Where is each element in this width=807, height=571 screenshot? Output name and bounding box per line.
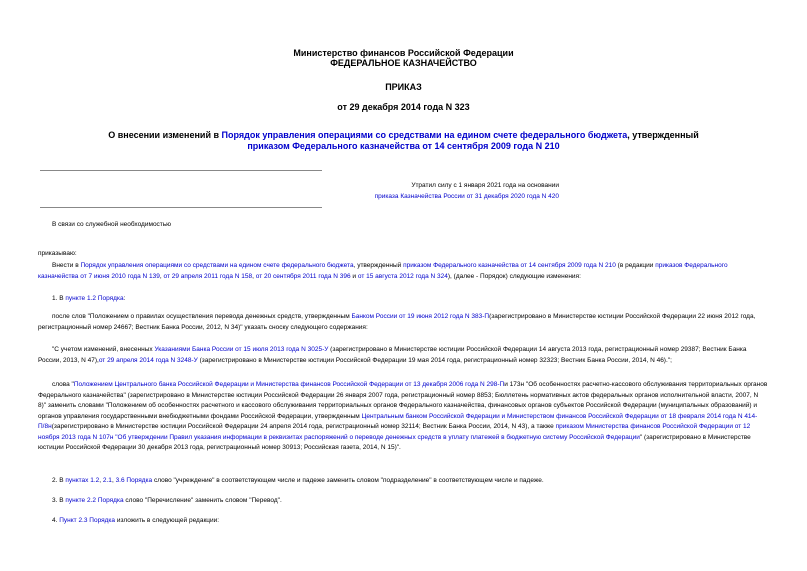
title-prefix: О внесении изменений в	[108, 130, 222, 140]
paragraph-item-3	[38, 496, 768, 507]
divider-bottom	[40, 207, 322, 208]
link-bank-383[interactable]: Банком России от 19 июня 2012 года N 383-П	[351, 313, 490, 320]
paragraph-words-replace	[38, 380, 768, 454]
text: :	[123, 295, 126, 302]
title-middle: , утвержденный	[627, 130, 699, 140]
text: ,	[252, 272, 256, 280]
text: (зарегистрировано в Министерстве юстиции Российской Федерации 19 мая 2014 года, регистрационный номер 32323; Вестник Банка России, 2014, N 46).";	[197, 356, 672, 364]
link-regulation-298[interactable]: Положением Центрального банка Российской Федерации и Министерства финансов Российской Федерации от 13 декабря 2006 года N 298-П	[73, 381, 505, 388]
validity-note-link[interactable]: приказа Казначейства России от 31 декабря 2020 года N 420	[374, 193, 559, 200]
text: слова "	[52, 381, 74, 388]
link-item-3-6[interactable]: 3.6 Порядка	[115, 477, 153, 484]
text: ,	[159, 272, 164, 280]
paragraph-footnote-intro	[38, 312, 768, 333]
text: после слов "Положением о правилах осуществления перевода денежных средств, утвержденным	[52, 313, 352, 320]
link-item-1-2[interactable]: пункте 1.2 Порядка	[65, 295, 124, 302]
paragraph-item-2	[38, 476, 768, 487]
link-bank-3248[interactable]: от 29 апреля 2014 года N 3248-У	[98, 356, 198, 364]
text: (в редакции	[615, 262, 656, 269]
text: ), (далее - Порядок) следующие изменения:	[447, 272, 581, 280]
title-link-procedure[interactable]: Порядок управления операциями со средствами на едином счете федерального бюджета	[221, 130, 628, 140]
text: 1. В	[52, 295, 66, 302]
text: , утвержденный	[353, 262, 404, 269]
text: (зарегистрировано в Министерстве юстиции Российской Федерации 24 апреля 2014 года, регистрационный номер 32114; Вестник Банка России, 2014, N 43), а также	[51, 423, 556, 430]
text: и	[350, 272, 358, 280]
text: Внести в	[52, 262, 81, 269]
text: ,	[111, 477, 116, 484]
link-item-1-2b[interactable]: пунктах 1.2	[65, 477, 100, 484]
divider-top	[40, 170, 322, 171]
text: ,	[99, 477, 103, 484]
link-order-396[interactable]: от 20 сентября 2011 года N 396	[255, 272, 351, 280]
paragraph-amendment	[38, 261, 768, 282]
link-order-139[interactable]: приказов Федерального казначейства от 7 июня 2010 года N 139	[38, 262, 728, 280]
text: " (зарегистрировано в Министерстве юстиции Российской Федерации 30 декабря 2013 года, регистрационный номер 30913; Российская газета, 2014, N 15)".	[38, 433, 751, 451]
text: слово "учреждение" в соответствующем числе и падеже заменить словом "подразделение" в соответствующем числе и падеже.	[152, 477, 544, 484]
document-title	[100, 130, 707, 152]
link-order-210[interactable]: приказом Федерального казначейства от 14 сентября 2009 года N 210	[403, 262, 616, 269]
link-regulation-414[interactable]: Центральным банком Российской Федерации и Министерством финансов Российской Федерации от 18 февраля 2014 года N 414-П/8н	[38, 412, 758, 430]
text: "С учетом изменений, внесенных	[52, 346, 155, 353]
link-item-2-1[interactable]: 2.1	[102, 477, 112, 484]
link-procedure[interactable]: Порядок управления операциями со средствами на едином счете федерального бюджета	[80, 262, 354, 269]
validity-note-text: Утратил силу с 1 января 2021 года на основании	[411, 182, 559, 189]
agency-heading: ФЕДЕРАЛЬНОЕ КАЗНАЧЕЙСТВО	[330, 58, 477, 68]
link-item-2-2[interactable]: пункте 2.2 Порядка	[65, 497, 124, 504]
text: и 173н "Об особенностях расчетно-кассового обслуживания территориальных органов Федерального казначейства" (зарегистрировано в Министерстве юстиции Российской Федерации 26 января 2007 года, регистрационный номер 8853; Бюллетень нормативных актов федеральных органов исполнительной власти, 2007, N 8)" заменить словами "Положением об особенностях расчетного и кассового обслуживания территориальных органов Федерального казначейства, финансовых органов субъектов Российской Федерации (муниципальных образований) и органов управления государственными внебюджетными фондами Российской Федерации, утвержденным	[38, 381, 768, 420]
title-link-order[interactable]: приказом Федерального казначейства от 14 сентября 2009 года N 210	[247, 141, 560, 151]
paragraph-item-1	[38, 294, 768, 305]
text: (зарегистрировано в Министерстве юстиции Российской Федерации 14 августа 2013 года, регистрационный номер 29387; Вестник Банка России, 2013, N 47),	[38, 346, 747, 364]
link-order-158[interactable]: от 29 апреля 2011 года N 158	[163, 272, 253, 280]
link-order-324[interactable]: от 15 августа 2012 года N 324	[357, 272, 448, 280]
link-item-2-3[interactable]: Пункт 2.3 Порядка	[59, 517, 116, 524]
date-number-heading: от 29 декабря 2014 года N 323	[337, 102, 470, 112]
link-order-107n[interactable]: приказом Министерства финансов Российской Федерации от 12 ноября 2013 года N 107н "Об утверждении Правил указания информации в реквизитах распоряжений о переводе денежных средств в уплату платежей в бюджетную систему Российской Федерации	[38, 423, 751, 441]
doc-type-heading: ПРИКАЗ	[385, 82, 422, 92]
text: слово "Перечисление" заменить словом "Перевод".	[123, 497, 282, 504]
paragraph-footnote-text	[38, 345, 768, 366]
text: 2. В	[52, 477, 66, 484]
text: 3. В	[52, 497, 66, 504]
link-bank-3025[interactable]: Указаниями Банка России от 15 июля 2013 года N 3025-У	[154, 346, 329, 353]
ministry-heading: Министерство финансов Российской Федерации	[293, 48, 514, 58]
paragraph-order: приказываю:	[38, 250, 77, 257]
paragraph-item-4	[38, 516, 768, 527]
text: 4.	[52, 517, 60, 524]
paragraph-reason: В связи со служебной необходимостью	[52, 221, 172, 228]
text: (зарегистрировано в Министерстве юстиции Российской Федерации 22 июня 2012 года, регистрационный номер 24667; Вестник Банка России, 2012, N 34)" указать сноску следующего содержания:	[38, 313, 756, 331]
text: изложить в следующей редакции:	[115, 517, 220, 524]
